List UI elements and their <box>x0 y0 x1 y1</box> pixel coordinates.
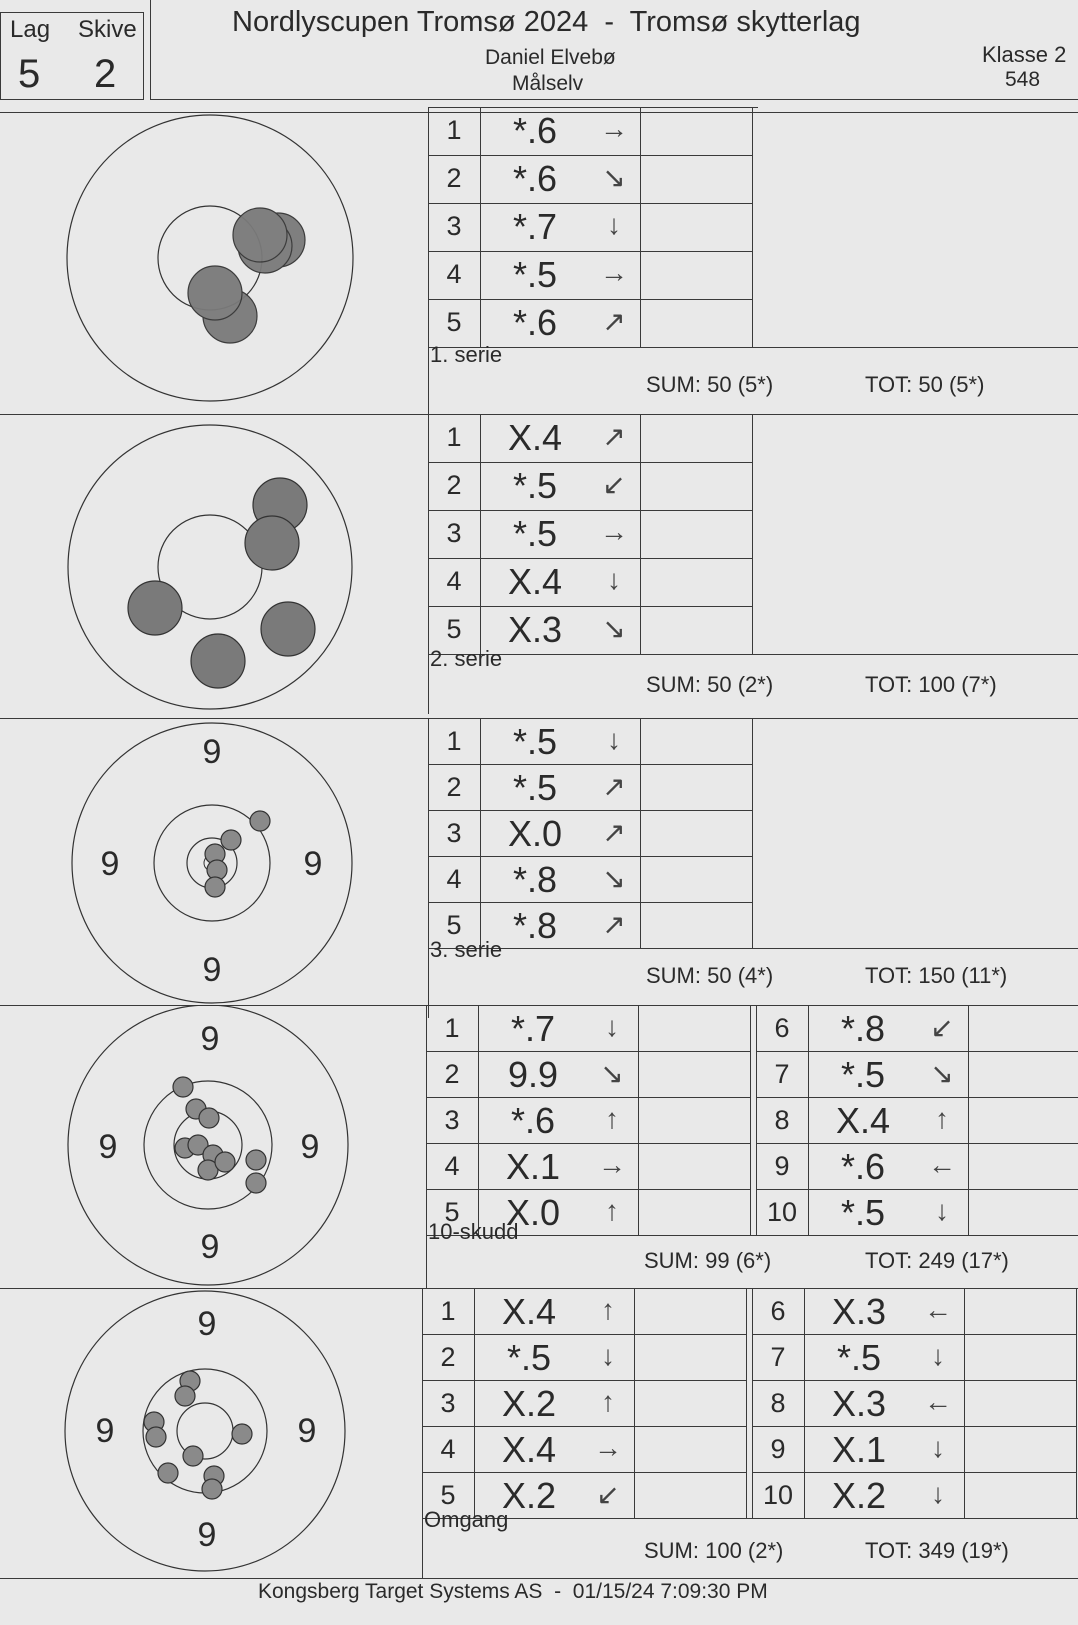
ring-label-9: 9 <box>303 845 323 883</box>
shot-score: *.5 <box>840 1192 886 1233</box>
shot-direction-arrow: ↗ <box>602 771 626 802</box>
shot-number: 8 <box>774 1105 790 1135</box>
shot-direction-arrow: ↓ <box>607 564 621 595</box>
shot-cell <box>638 1143 751 1190</box>
shot-hole <box>191 634 245 688</box>
shot-direction-arrow: ↓ <box>931 1340 945 1371</box>
shot-direction-arrow: ↓ <box>605 1011 619 1042</box>
series-label: 1. serie <box>430 342 503 367</box>
shot-score: X.3 <box>831 1291 887 1332</box>
shot-cell <box>640 107 753 156</box>
shooter-name: Daniel Elvebø <box>485 46 616 69</box>
shot-cell <box>640 251 753 300</box>
shot-hole <box>215 1152 235 1172</box>
shot-number: 3 <box>446 211 462 241</box>
shot-number: 5 <box>446 910 462 940</box>
shot-number: 2 <box>446 163 462 193</box>
shot-number: 7 <box>770 1342 786 1372</box>
shot-direction-arrow: ↙ <box>930 1012 954 1043</box>
shot-number: 4 <box>440 1434 456 1464</box>
series-label: 3. serie <box>430 937 503 962</box>
shot-number: 3 <box>446 818 462 848</box>
shot-direction-arrow: ↓ <box>601 1340 615 1371</box>
shot-hole <box>188 266 242 320</box>
target-serie-2 <box>60 414 360 718</box>
series-label: 10-skudd <box>428 1219 519 1244</box>
shot-cell <box>638 1097 751 1144</box>
series-total: TOT: 349 (19*) <box>865 1538 1009 1563</box>
shot-score: *.5 <box>512 721 558 762</box>
shot-number: 4 <box>446 566 462 596</box>
ring-label-9: 9 <box>200 1228 220 1266</box>
shot-cell <box>640 606 753 655</box>
shot-number: 9 <box>774 1151 790 1181</box>
shot-score: X.4 <box>501 1291 557 1332</box>
shot-cell <box>964 1472 1077 1519</box>
shot-direction-arrow: ← <box>924 1386 952 1417</box>
shot-direction-arrow: ↑ <box>601 1294 615 1325</box>
shot-direction-arrow: ↑ <box>935 1103 949 1134</box>
shot-score: *.8 <box>840 1008 886 1049</box>
shot-score: *.7 <box>512 206 558 247</box>
shot-hole <box>205 877 225 897</box>
shot-score: X.0 <box>507 813 563 854</box>
shot-score: X.2 <box>501 1475 557 1516</box>
shot-direction-arrow: ↑ <box>601 1386 615 1417</box>
shot-cell <box>640 299 753 348</box>
shot-score: *.5 <box>512 767 558 808</box>
target-serie-1 <box>60 113 360 413</box>
shot-number: 3 <box>440 1388 456 1418</box>
shot-hole <box>183 1446 203 1466</box>
shot-score: X.2 <box>831 1475 887 1516</box>
shot-hole <box>146 1427 166 1447</box>
series-sum: SUM: 50 (4*) <box>646 963 774 988</box>
shot-number: 4 <box>446 864 462 894</box>
shot-direction-arrow: → <box>600 113 628 144</box>
shot-score: X.2 <box>501 1383 557 1424</box>
shot-cell <box>640 810 753 857</box>
shot-hole <box>173 1077 193 1097</box>
shot-cell <box>968 1143 1078 1190</box>
club-name: Målselv <box>512 72 584 95</box>
ring-label-9: 9 <box>202 733 222 771</box>
shot-hole <box>261 602 315 656</box>
shot-number: 1 <box>444 1013 460 1043</box>
shot-score: X.4 <box>507 561 563 602</box>
shot-hole <box>202 1479 222 1499</box>
shot-number: 1 <box>446 726 462 756</box>
shot-cell <box>964 1288 1077 1335</box>
series-total: TOT: 100 (7*) <box>865 672 997 697</box>
table-rule <box>426 1235 1078 1236</box>
shot-hole <box>250 811 270 831</box>
shot-hole <box>246 1150 266 1170</box>
shot-score: *.6 <box>512 302 558 343</box>
shot-number: 2 <box>446 772 462 802</box>
lag-value: 5 <box>18 52 41 96</box>
shot-score: X.4 <box>835 1100 891 1141</box>
shot-score: *.8 <box>512 905 558 946</box>
shot-hole <box>232 1424 252 1444</box>
table-rule <box>428 948 1078 949</box>
table-rule <box>422 1518 1078 1519</box>
footer-text: Kongsberg Target Systems AS - 01/15/24 7:09:30 PM <box>258 1580 768 1603</box>
series-total: TOT: 150 (11*) <box>865 963 1008 988</box>
shot-cell <box>964 1380 1077 1427</box>
shot-score: X.3 <box>831 1383 887 1424</box>
shot-cell <box>634 1426 747 1473</box>
ring-label-9: 9 <box>297 1412 317 1450</box>
shot-direction-arrow: ↗ <box>602 306 626 337</box>
shot-cell <box>964 1426 1077 1473</box>
shot-score: 9.9 <box>507 1054 559 1095</box>
klasse-label: Klasse 2 <box>982 42 1067 67</box>
shot-direction-arrow: ↗ <box>602 909 626 940</box>
shot-number: 5 <box>446 307 462 337</box>
shot-number: 2 <box>446 470 462 500</box>
shot-number: 1 <box>446 115 462 145</box>
shot-cell <box>640 462 753 511</box>
shot-direction-arrow: ↙ <box>596 1479 620 1510</box>
shot-direction-arrow: ↓ <box>931 1478 945 1509</box>
ring-label-9: 9 <box>197 1516 217 1554</box>
shot-direction-arrow: ↙ <box>602 469 626 500</box>
shot-number: 10 <box>762 1480 794 1510</box>
target-10-skudd <box>58 1005 358 1289</box>
shot-number: 7 <box>774 1059 790 1089</box>
shot-direction-arrow: ↓ <box>607 724 621 755</box>
series-sum: SUM: 100 (2*) <box>644 1538 784 1563</box>
series-label: Omgang <box>424 1507 509 1532</box>
shot-score: *.7 <box>510 1008 556 1049</box>
shot-number: 10 <box>766 1197 798 1227</box>
series-total: TOT: 50 (5*) <box>865 372 985 397</box>
shot-cell <box>634 1472 747 1519</box>
page-title: Nordlyscupen Tromsø 2024 - Tromsø skytterlag <box>232 6 861 38</box>
table-rule <box>428 107 758 108</box>
shot-cell <box>964 1334 1077 1381</box>
shot-cell <box>634 1288 747 1335</box>
shot-score: *.6 <box>510 1100 556 1141</box>
shot-score: X.4 <box>501 1429 557 1470</box>
shot-direction-arrow: ↑ <box>605 1103 619 1134</box>
shot-score: X.4 <box>507 417 563 458</box>
shot-hole <box>221 830 241 850</box>
shot-number: 5 <box>446 614 462 644</box>
shot-cell <box>968 1189 1078 1236</box>
shot-direction-arrow: ↘ <box>930 1058 954 1089</box>
shot-direction-arrow: ↓ <box>607 209 621 240</box>
ring-label-9: 9 <box>95 1412 115 1450</box>
shot-hole <box>175 1386 195 1406</box>
shot-direction-arrow: ↘ <box>602 613 626 644</box>
shot-cell <box>640 510 753 559</box>
shot-hole <box>246 1173 266 1193</box>
series-total: TOT: 249 (17*) <box>865 1248 1009 1273</box>
shot-number: 1 <box>446 422 462 452</box>
shot-direction-arrow: ↘ <box>602 162 626 193</box>
shot-score: *.6 <box>512 110 558 151</box>
shot-cell <box>638 1189 751 1236</box>
shot-number: 5 <box>444 1197 460 1227</box>
ring-label-9: 9 <box>200 1020 220 1058</box>
table-rule <box>422 1288 1078 1289</box>
shot-direction-arrow: ↓ <box>935 1195 949 1226</box>
shot-direction-arrow: ↑ <box>605 1195 619 1226</box>
skive-label: Skive <box>78 16 137 43</box>
shot-number: 8 <box>770 1388 786 1418</box>
series-label: 2. serie <box>430 646 503 671</box>
shot-number: 5 <box>440 1480 456 1510</box>
shot-cell <box>640 764 753 811</box>
shot-score: X.1 <box>831 1429 887 1470</box>
shot-direction-arrow: → <box>594 1432 622 1463</box>
shot-score: *.5 <box>512 513 558 554</box>
shot-number: 4 <box>446 259 462 289</box>
table-rule <box>428 347 1078 348</box>
shot-cell <box>634 1380 747 1427</box>
id-number: 548 <box>1005 68 1041 91</box>
table-rule <box>428 414 755 415</box>
shot-cell <box>638 1005 751 1052</box>
lag-label: Lag <box>10 16 51 43</box>
shot-score: *.8 <box>512 859 558 900</box>
shot-score: *.5 <box>506 1337 552 1378</box>
shot-number: 1 <box>440 1296 456 1326</box>
shot-direction-arrow: → <box>600 516 628 547</box>
shot-direction-arrow: ← <box>928 1149 956 1180</box>
shot-score: *.5 <box>840 1054 886 1095</box>
shot-cell <box>640 902 753 949</box>
shot-number: 6 <box>770 1296 786 1326</box>
target-omgang <box>55 1288 355 1578</box>
shot-cell <box>640 414 753 463</box>
shot-direction-arrow: → <box>600 257 628 288</box>
table-rule <box>428 718 752 719</box>
shot-cell <box>968 1051 1078 1098</box>
shot-cell <box>968 1005 1078 1052</box>
shot-direction-arrow: ↓ <box>931 1432 945 1463</box>
ring-label-9: 9 <box>100 845 120 883</box>
shot-number: 9 <box>770 1434 786 1464</box>
shot-direction-arrow: ↗ <box>602 817 626 848</box>
table-rule <box>426 1005 1078 1006</box>
shot-number: 2 <box>440 1342 456 1372</box>
table-rule <box>428 654 1078 655</box>
shot-direction-arrow: ↘ <box>602 863 626 894</box>
ring-label-9: 9 <box>300 1128 320 1166</box>
shot-score: *.5 <box>836 1337 882 1378</box>
shot-number: 3 <box>444 1105 460 1135</box>
shot-score: X.1 <box>505 1146 561 1187</box>
shot-score: *.6 <box>840 1146 886 1187</box>
shot-score: *.5 <box>512 465 558 506</box>
shot-hole <box>199 1108 219 1128</box>
ring-label-9: 9 <box>197 1305 217 1343</box>
shot-cell <box>640 718 753 765</box>
shot-cell <box>640 155 753 204</box>
shot-direction-arrow: ← <box>924 1294 952 1325</box>
shot-cell <box>640 203 753 252</box>
shot-cell <box>968 1097 1078 1144</box>
shot-hole <box>245 516 299 570</box>
shot-score: *.6 <box>512 158 558 199</box>
shot-hole <box>158 1463 178 1483</box>
skive-value: 2 <box>94 52 117 96</box>
shot-direction-arrow: → <box>598 1149 626 1180</box>
shot-cell <box>634 1334 747 1381</box>
series-sum: SUM: 50 (5*) <box>646 372 774 397</box>
shot-score: *.5 <box>512 254 558 295</box>
series-sum: SUM: 50 (2*) <box>646 672 774 697</box>
shot-number: 2 <box>444 1059 460 1089</box>
shot-direction-arrow: ↗ <box>602 421 626 452</box>
shot-score: X.3 <box>507 609 563 650</box>
series-sum: SUM: 99 (6*) <box>644 1248 772 1273</box>
shot-number: 6 <box>774 1013 790 1043</box>
shot-cell <box>638 1051 751 1098</box>
target-serie-3 <box>60 718 360 1006</box>
shot-number: 3 <box>446 518 462 548</box>
ring-label-9: 9 <box>202 951 222 989</box>
shot-cell <box>640 558 753 607</box>
shot-hole <box>233 208 287 262</box>
shot-number: 4 <box>444 1151 460 1181</box>
shot-cell <box>640 856 753 903</box>
shot-hole <box>128 581 182 635</box>
shot-score: X.0 <box>505 1192 561 1233</box>
shot-direction-arrow: ↘ <box>600 1058 624 1089</box>
ring-label-9: 9 <box>98 1128 118 1166</box>
